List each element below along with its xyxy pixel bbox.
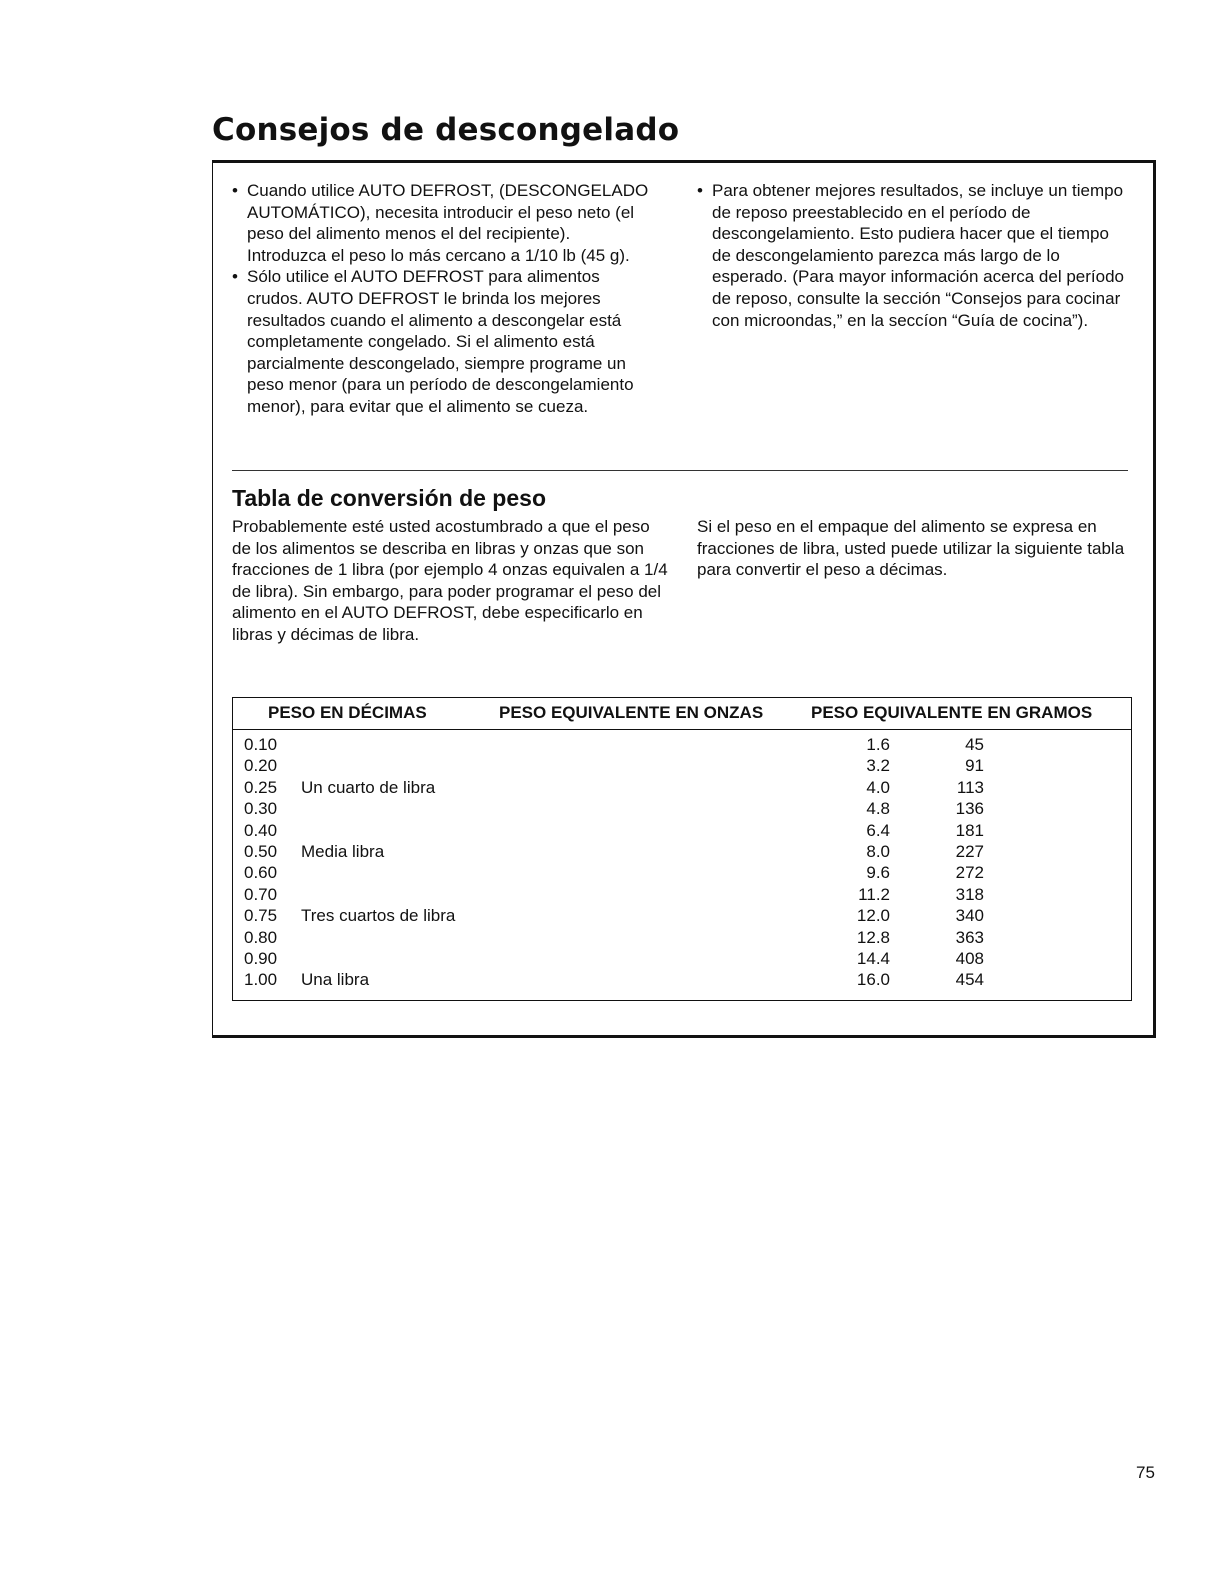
tips-left-column (232, 180, 652, 418)
cell-decimal: 0.75 (244, 906, 278, 926)
cell-grams: 454 (955, 970, 984, 990)
cell-grams: 272 (955, 863, 984, 883)
table-row (232, 927, 1132, 948)
tips-right-column (697, 180, 1127, 331)
cell-grams: 227 (955, 841, 984, 861)
table-header-decimal: PESO EN DÉCIMAS (268, 703, 427, 722)
tip-item: • Cuando utilice AUTO DEFROST, (DESCONGELADO AUTOMÁTICO), necesita introducir el peso neto (el peso del alimento menos el del recipiente). Introduzca el peso lo más cercano a 1/10 lb (45 g). (232, 180, 652, 266)
cell-grams: 340 (955, 906, 984, 926)
cell-decimal: 0.50 (244, 841, 278, 861)
cell-ounces: 3.2 (866, 756, 890, 776)
cell-ounces: 8.0 (866, 841, 890, 861)
cell-decimal: 1.00 (244, 970, 278, 990)
cell-ounces: 16.0 (856, 970, 890, 990)
cell-ounces: 11.2 (858, 884, 890, 904)
page-number: 75 (1136, 1463, 1155, 1482)
table-row (232, 734, 1132, 755)
table-row (232, 862, 1132, 883)
cell-grams: 318 (955, 884, 984, 904)
cell-ounces: 14.4 (856, 948, 890, 968)
cell-decimal: 0.80 (244, 927, 278, 947)
cell-grams: 91 (965, 756, 984, 776)
intro-paragraph-left: Probablemente esté usted acostumbrado a que el peso de los alimentos se describa en libras y onzas que son fracciones de 1 libra (por ejemplo 4 onzas equivalen a 1/4 de libra). Sin embargo, para poder programar el peso del alimento en el AUTO DEFROST, debe especificarlo en libras y décimas de libra. (232, 517, 668, 644)
table-header-divider (232, 729, 1132, 730)
table-row (232, 905, 1132, 926)
cell-grams: 136 (955, 799, 984, 819)
cell-ounces: 12.0 (856, 906, 890, 926)
table-row (232, 755, 1132, 776)
cell-description: Tres cuartos de libra (301, 906, 456, 926)
cell-ounces: 1.6 (866, 735, 890, 754)
cell-grams: 408 (955, 948, 984, 968)
table-row (232, 884, 1132, 905)
cell-grams: 45 (965, 735, 984, 754)
cell-ounces: 4.0 (866, 777, 890, 797)
table-row (232, 841, 1132, 862)
cell-decimal: 0.40 (244, 820, 278, 840)
cell-description: Un cuarto de libra (301, 777, 436, 797)
tip-item: • Sólo utilice el AUTO DEFROST para alimentos crudos. AUTO DEFROST le brinda los mejores resultados cuando el alimento a descongelar está completamente congelado. Si el alimento está parcialmente descongelado, siempre programe un peso menor (para un período de descongelamiento menor), para evitar que el alimento se cueza. (232, 266, 652, 417)
cell-ounces: 12.8 (856, 927, 890, 947)
cell-decimal: 0.70 (244, 884, 278, 904)
section-title: Tabla de conversión de peso (232, 485, 546, 511)
cell-grams: 113 (956, 777, 984, 797)
tip-item: • Para obtener mejores resultados, se incluye un tiempo de reposo preestablecido en el período de descongelamiento. Esto pudiera hacer que el tiempo de descongelamiento parezca más largo de lo esperado. (Para mayor información acerca del período de reposo, consulte la sección “Consejos para cocinar con microondas,” en la seccíon “Guía de cocina”). (697, 180, 1127, 331)
table-row (232, 820, 1132, 841)
table-header-ounces: PESO EQUIVALENTE EN ONZAS (499, 703, 764, 722)
cell-decimal: 0.20 (244, 756, 278, 776)
intro-paragraph-right: Si el peso en el empaque del alimento se expresa en fracciones de libra, usted puede utilizar la siguiente tabla para convertir el peso a décimas. (697, 517, 1125, 580)
table-row (232, 777, 1132, 798)
cell-description: Media libra (301, 841, 385, 861)
section-divider (232, 470, 1128, 471)
cell-decimal: 0.90 (244, 948, 278, 968)
table-row (232, 969, 1132, 990)
table-row (232, 948, 1132, 969)
cell-decimal: 0.30 (244, 799, 278, 819)
cell-grams: 181 (955, 820, 984, 840)
cell-ounces: 9.6 (866, 863, 890, 883)
cell-ounces: 6.4 (866, 820, 890, 840)
page-title: Consejos de descongelado (212, 112, 680, 148)
cell-decimal: 0.25 (244, 777, 278, 797)
table-header-grams: PESO EQUIVALENTE EN GRAMOS (811, 703, 1093, 722)
cell-grams: 363 (955, 927, 984, 947)
table-body (232, 734, 1132, 991)
cell-description: Una libra (301, 970, 370, 990)
cell-decimal: 0.60 (244, 863, 278, 883)
cell-decimal: 0.10 (244, 735, 278, 754)
table-row (232, 798, 1132, 819)
cell-ounces: 4.8 (866, 799, 890, 819)
